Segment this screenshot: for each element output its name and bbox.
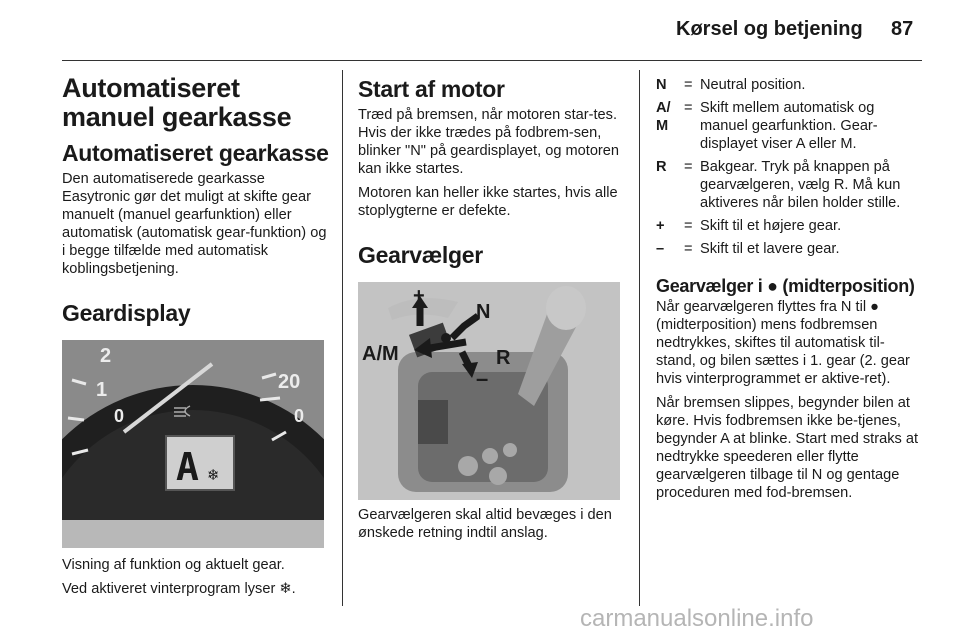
heading-geardisplay: Geardisplay: [62, 300, 191, 326]
gear-row-minus: – = Skift til et lavere gear.: [656, 241, 840, 257]
gear-display-char: A: [176, 445, 199, 489]
heading-mid-position: Gearvælger i ● (midterposition): [656, 276, 915, 296]
intro-paragraph: Den automatiserede gearkasse Easytronic gør det muligt at skifte gear manuelt (manuel gearfunktion) eller automatisk (automatisk gear-funktion) og i begge tilfælde med automatisk koblingsbetjening.: [62, 171, 327, 277]
arrow-r-label: R: [496, 347, 511, 369]
column-divider-1: [342, 70, 343, 606]
heading-engine-start: Start af motor: [358, 76, 505, 102]
column-2: [358, 70, 626, 548]
gear-row-n: N = Neutral position.: [656, 77, 806, 93]
column-divider-2: [639, 70, 640, 606]
dial-number: 2: [100, 345, 112, 367]
page-number: 87: [891, 18, 914, 40]
gear-display-figure: [62, 340, 324, 548]
column-1: [62, 70, 330, 604]
heading-gear-selector: Gearvælger: [358, 242, 483, 268]
column-3: [656, 70, 924, 508]
arrow-minus-label: –: [476, 366, 489, 391]
gear-row-plus: + = Skift til et højere gear.: [656, 218, 842, 234]
watermark: carmanualsonline.info: [580, 605, 814, 632]
snowflake-icon: ❄: [207, 466, 220, 484]
dial-number: 0: [294, 406, 305, 426]
gear-row-am: A/ M = Skift mellem automatisk og manuel gearfunktion. Gear-displayet viser A eller M.: [656, 100, 878, 152]
brake-release-paragraph: Når bremsen slippes, begynder bilen at køre. Hvis fodbremsen ikke be-tjenes, begynder A at blinke. Start med straks at nedtrykke speederen eller flytte gearvælgeren tilbage til N og gentage proceduren med fod-bremsen.: [656, 395, 919, 501]
subheading-automatic: Automatiseret gearkasse: [62, 140, 329, 166]
arrow-plus-label: +: [413, 285, 425, 307]
gear-definition-list: [656, 76, 924, 258]
header-rule: [62, 60, 922, 61]
dial-number: 1: [96, 379, 108, 401]
arrow-n-label: N: [476, 301, 491, 323]
running-header: Kørsel og betjening: [676, 18, 863, 40]
arrow-am-label: A/M: [362, 343, 399, 365]
engine-start-paragraph-2: Motoren kan heller ikke startes, hvis alle stoplygterne er defekte.: [358, 185, 618, 219]
winter-program-text: Ved aktiveret vinterprogram lyser ❄.: [62, 581, 296, 597]
engine-start-paragraph: Træd på bremsen, når motoren star-tes. Hvis der ikke trædes på fodbrem-sen, blinker "N" på geardisplayet, og motoren kan ikke startes.: [358, 107, 620, 177]
mid-position-paragraph: Når gearvælgeren flyttes fra N til ● (midterposition) mens fodbremsen nedtrykkes, skiftes til automatisk til-stand, og bilen sættes i 1. gear (2. gear hvis vinterprogrammet er aktive-ret).: [656, 299, 910, 387]
section-heading-gearbox: Automatiseret manuel gearkasse: [62, 73, 292, 132]
gear-selector-figure: [358, 282, 620, 500]
figure-caption-display: Visning af funktion og aktuelt gear.: [62, 557, 285, 573]
figure-caption-selector: Gearvælgeren skal altid bevæges i den ønskede retning indtil anslag.: [358, 507, 612, 541]
gear-row-r: R = Bakgear. Tryk på knappen på gearvælgeren, vælg R. Må kun aktiveres når bilen holder stille.: [656, 159, 901, 211]
dial-number: 0: [114, 406, 125, 426]
dial-number: 20: [278, 371, 301, 393]
